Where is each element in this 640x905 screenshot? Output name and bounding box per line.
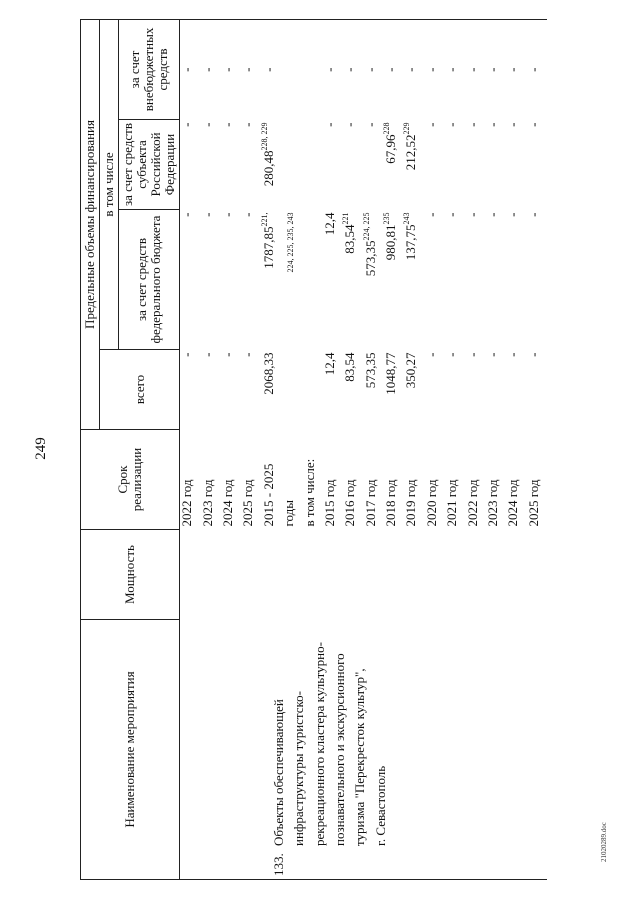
year-extra-value: - [444, 67, 460, 72]
year-federal [506, 213, 526, 347]
extra-cell [180, 23, 200, 117]
extra-cell [241, 23, 261, 117]
year-period [364, 433, 384, 527]
document-code: 21020289.doc [600, 822, 608, 862]
year-regional [466, 123, 486, 207]
year-period [384, 433, 404, 527]
year-period-value: 2023 год [485, 479, 501, 527]
year-total [527, 353, 547, 427]
extra-cell-value: - [219, 67, 235, 72]
year-total [404, 353, 424, 427]
total-cell [180, 353, 200, 427]
year-regional-value: - [423, 122, 439, 127]
year-regional [384, 123, 404, 207]
empty-line [282, 23, 302, 117]
year-total [425, 353, 445, 427]
year-extra-value: - [505, 67, 521, 72]
year-regional-value: - [321, 122, 337, 127]
item-period-cont-value: годы [281, 500, 297, 527]
year-period [404, 433, 424, 527]
item-name-line [333, 623, 353, 877]
item-period-cont [282, 433, 302, 527]
year-extra [364, 23, 384, 117]
item-federal-value: 1787,85 [260, 226, 276, 269]
year-federal-value: - [525, 212, 541, 217]
empty-line [211, 623, 231, 877]
year-regional [343, 123, 363, 207]
year-federal-value: 83,54 [342, 224, 358, 254]
year-extra-value: - [342, 67, 358, 72]
year-regional-value: - [464, 122, 480, 127]
header-funding: Предельные объемы финансирования [81, 19, 100, 429]
item-regional [259, 122, 282, 207]
empty-line [251, 623, 271, 877]
federal-cell [201, 213, 221, 347]
year-extra-value: - [403, 67, 419, 72]
item-name-line [313, 623, 333, 877]
total-column [180, 350, 548, 430]
item-name-text: познавательного и экскурсионного [331, 653, 347, 846]
year-extra-value: - [485, 67, 501, 72]
total-cell-value: - [240, 352, 256, 357]
year-regional-value: - [444, 122, 460, 127]
year-extra [466, 23, 486, 117]
extra-cell-value: - [179, 67, 195, 72]
header-extra: за счет внебюджетных средств [119, 19, 180, 119]
year-regional-value: 212,52 [403, 134, 419, 171]
year-regional-footnote: 228 [382, 122, 392, 135]
item-name-line [272, 623, 292, 877]
item-total-value: 2068,33 [260, 352, 276, 395]
year-total [486, 353, 506, 427]
year-total [506, 353, 526, 427]
year-total [323, 353, 343, 427]
year-period [527, 433, 547, 527]
item-name-line [292, 623, 312, 877]
year-federal-value: 980,81 [383, 224, 399, 261]
federal-cell-value: - [240, 212, 256, 217]
year-extra [506, 23, 526, 117]
including-label-value: в том числе: [301, 458, 317, 527]
year-extra-value: - [464, 67, 480, 72]
item-extra [262, 23, 282, 117]
year-period [323, 433, 343, 527]
period-cell [180, 433, 200, 527]
year-total [466, 353, 486, 427]
item-number-spacer [313, 846, 333, 876]
item-number-spacer [374, 846, 394, 876]
year-federal [361, 212, 384, 347]
year-federal-footnote: 235 [382, 212, 392, 225]
year-federal-value: - [505, 212, 521, 217]
item-name-line [374, 623, 394, 877]
year-federal [323, 213, 343, 347]
item-name-text: инфраструктуры туристско- [291, 690, 307, 846]
item-period [262, 433, 282, 527]
regional-cell-value: - [240, 122, 256, 127]
year-total-value: 350,27 [403, 352, 419, 389]
empty-line [303, 213, 323, 347]
year-extra [527, 23, 547, 117]
year-period-value: 2025 год [525, 479, 541, 527]
regional-cell [201, 123, 221, 207]
year-extra-value: - [525, 67, 541, 72]
period-cell [241, 433, 261, 527]
item-name-block [190, 623, 394, 877]
header-federal: за счет средств федерального бюджета [119, 210, 180, 350]
item-federal-footnote: 221, [259, 212, 269, 227]
federal-cell [221, 213, 241, 347]
year-period-value: 2016 год [342, 479, 358, 527]
item-name-line [353, 623, 373, 877]
year-federal-value: 12,4 [321, 212, 337, 236]
year-total-value: - [485, 352, 501, 357]
year-regional [425, 123, 445, 207]
year-period-value: 2018 год [383, 479, 399, 527]
year-federal-value: - [423, 212, 439, 217]
year-federal [343, 213, 363, 347]
item-name-text: г. Севастополь [372, 765, 388, 846]
capacity-column [180, 530, 548, 620]
name-column [180, 620, 548, 880]
year-federal-value: - [444, 212, 460, 217]
year-regional-value: - [342, 122, 358, 127]
year-period-value: 2020 год [423, 479, 439, 527]
year-extra-value: - [362, 67, 378, 72]
year-total [364, 353, 384, 427]
period-cell-value: 2023 год [199, 479, 215, 527]
empty-line [282, 123, 302, 207]
year-period-value: 2017 год [362, 479, 378, 527]
extra-cell-value: - [199, 67, 215, 72]
year-federal [486, 213, 506, 347]
extra-column [180, 19, 548, 119]
item-number-spacer [292, 846, 312, 876]
year-period-value: 2022 год [464, 479, 480, 527]
header-total: всего [100, 350, 180, 430]
extra-cell [201, 23, 221, 117]
year-period [506, 433, 526, 527]
federal-cell-value: - [219, 212, 235, 217]
period-cell [221, 433, 241, 527]
item-name-text: рекреационного кластера культурно- [311, 642, 327, 846]
year-regional [364, 123, 384, 207]
federal-cell-value: - [199, 212, 215, 217]
year-total [445, 353, 465, 427]
year-extra [425, 23, 445, 117]
year-period-value: 2021 год [444, 479, 460, 527]
year-period-value: 2024 год [505, 479, 521, 527]
extra-cell [221, 23, 241, 117]
year-regional-value: - [485, 122, 501, 127]
year-period [486, 433, 506, 527]
year-extra [323, 23, 343, 117]
total-cell [221, 353, 241, 427]
total-cell-value: - [199, 352, 215, 357]
year-regional [445, 123, 465, 207]
empty-line [231, 623, 251, 877]
total-cell [241, 353, 261, 427]
year-regional-value: 67,96 [383, 134, 399, 164]
year-extra [404, 23, 424, 117]
year-extra [384, 23, 404, 117]
year-period [343, 433, 363, 527]
year-extra [343, 23, 363, 117]
year-federal-value: 137,75 [403, 224, 419, 261]
empty-line [190, 623, 210, 877]
table-body-row [180, 19, 548, 879]
year-total-value: - [464, 352, 480, 357]
header-capacity: Мощность [81, 530, 180, 620]
year-total-value: 83,54 [342, 352, 358, 382]
funding-table [80, 19, 547, 880]
item-federal [259, 212, 282, 347]
year-regional [527, 123, 547, 207]
rotated-page [80, 20, 560, 880]
page-number: 249 [32, 437, 49, 460]
year-period [425, 433, 445, 527]
year-extra [486, 23, 506, 117]
item-period-value: 2015 - 2025 [260, 463, 276, 527]
year-total-value: 12,4 [321, 352, 337, 376]
item-number: 133. [270, 853, 286, 876]
period-cell-value: 2022 год [179, 479, 195, 527]
year-federal-footnote: 243 [402, 212, 412, 225]
federal-cell-value: - [179, 212, 195, 217]
item-total [262, 353, 282, 427]
regional-column [180, 120, 548, 210]
empty-line [282, 353, 302, 427]
header-regional: за счет средств субъекта Российской Федерации [119, 120, 180, 210]
period-cell-value: 2025 год [240, 479, 256, 527]
item-extra-value: - [260, 67, 276, 72]
year-federal-footnote: 221 [341, 212, 351, 225]
year-federal [445, 213, 465, 347]
year-federal [425, 213, 445, 347]
year-regional [486, 123, 506, 207]
year-total-value: 1048,77 [383, 352, 399, 395]
regional-cell [241, 123, 261, 207]
year-extra [445, 23, 465, 117]
regional-cell [180, 123, 200, 207]
regional-cell [221, 123, 241, 207]
year-federal-footnote: 224, 225 [361, 212, 371, 241]
empty-line [303, 353, 323, 427]
year-period-value: 2015 год [321, 479, 337, 527]
item-regional-value: 280,48 [260, 150, 276, 187]
total-cell [201, 353, 221, 427]
year-extra-value: - [383, 67, 399, 72]
year-period [466, 433, 486, 527]
year-extra-value: - [321, 67, 337, 72]
year-total-value: - [423, 352, 439, 357]
total-cell-value: - [179, 352, 195, 357]
extra-cell-value: - [240, 67, 256, 72]
year-federal [527, 213, 547, 347]
year-total-value: 573,35 [362, 352, 378, 389]
item-regional-footnote: 228, 229 [259, 122, 269, 151]
year-regional [404, 123, 424, 207]
including-label [303, 433, 323, 527]
year-period-value: 2019 год [403, 479, 419, 527]
year-regional-value: - [505, 122, 521, 127]
header-name: Наименование мероприятия [81, 620, 180, 880]
year-regional-value: - [362, 122, 378, 127]
period-column [180, 430, 548, 530]
year-federal-value: - [464, 212, 480, 217]
year-federal [466, 213, 486, 347]
year-period [445, 433, 465, 527]
year-regional [506, 123, 526, 207]
year-total [343, 353, 363, 427]
year-federal [404, 213, 424, 347]
federal-cell [180, 213, 200, 347]
period-cell-value: 2024 год [219, 479, 235, 527]
item-name-text: туризма "Перекресток культур", [352, 668, 368, 846]
year-regional [323, 123, 343, 207]
regional-cell-value: - [179, 122, 195, 127]
period-cell [201, 433, 221, 527]
item-name-text: Объекты обеспечивающей [270, 699, 286, 846]
header-period: Срок реализации [81, 430, 180, 530]
federal-cell [241, 213, 261, 347]
item-federal-footnote-cont: 224, 225, 235, 243 [286, 212, 296, 273]
year-total-value: - [505, 352, 521, 357]
item-number-spacer [333, 846, 353, 876]
year-total-value: - [525, 352, 541, 357]
year-extra-value: - [423, 67, 439, 72]
regional-cell-value: - [219, 122, 235, 127]
header-including: в том числе [100, 19, 119, 349]
regional-cell-value: - [199, 122, 215, 127]
year-total-value: - [444, 352, 460, 357]
empty-line [303, 123, 323, 207]
year-regional-value: - [525, 122, 541, 127]
item-number-spacer [353, 846, 373, 876]
year-federal-value: 573,35 [362, 240, 378, 277]
empty-line [303, 23, 323, 117]
year-regional-footnote: 229 [402, 122, 412, 135]
total-cell-value: - [219, 352, 235, 357]
federal-column [180, 210, 548, 350]
year-federal-value: - [485, 212, 501, 217]
year-total [384, 353, 404, 427]
item-federal-footnote-line [282, 213, 302, 347]
year-federal [384, 213, 404, 347]
